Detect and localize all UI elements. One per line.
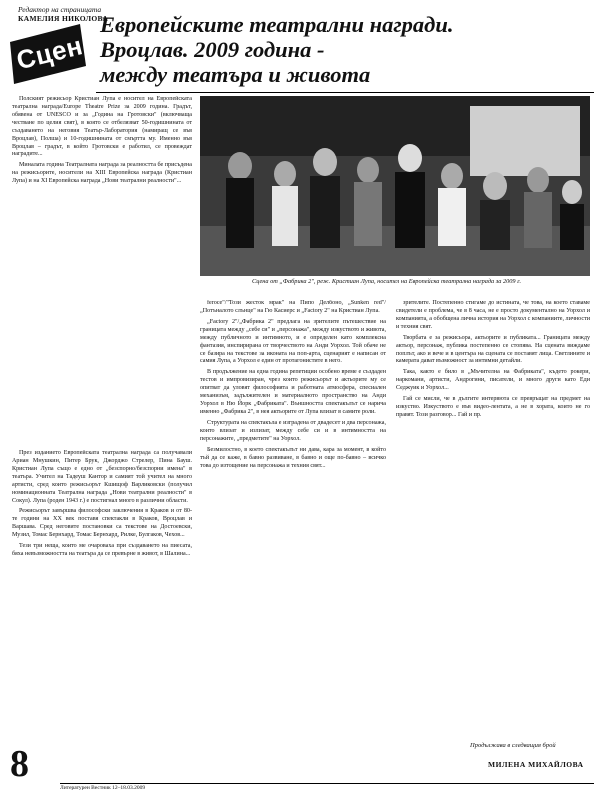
paragraph: Творбата е за режисьора, актьорите и публиката... Границата между актьор, персонаж, публика постепенно се стопява. На сцената виждаме поплът, ако и вече и в центъра на сцената се поставят лица. Светлините и камерата дават възможност за интимни детайли. [396,334,590,365]
paragraph: „Factory 2"/„Фабрика 2" предлага на зрителите пътешествие на границата между „себе си" и „персонажа", между изкуството и живота, между публичното и интимното, и е определен като комплексна фантазия, инспирирана от творчеството на Анди Уорхол. Той обаче не се базира на текстове за иконата на поп-арта, сценарият е написан от самия Лупа, а Уорхол е един от протагонистите в него. [200,318,386,365]
page-number: 8 [10,743,29,785]
headline-line-1: Европейските театрални награди. [100,12,454,37]
rubric-stamp [6,20,101,88]
paragraph: ferоcе"/"Този жесток мрак" на Пипо Делбоно, „Sunken red"/„Потъналото слънце" на Гю Касиерс и „Factory 2" на Кристиан Лупа. [200,300,386,314]
headline-line-2: Вроцлав. 2009 година - [100,37,325,63]
paragraph: В продължение на една година репетиции особено време е създаден тестов и импровизиран, чрез които режисьорът и актьорите му се опитват да уловят философията и работната атмосфера, спесиален механизъм, задължителен и материалното пространство на Анди Уорхол в Ню Йорк „Фабриката". Външността спектакълът се нарича именно „Фабрика 2", в нея актьорите от Лупа влизат в самите роли. [200,369,386,415]
article-column-3 [396,300,590,725]
stage-photo [200,96,590,276]
paragraph: зрителите. Постепенно стигаме до истината, че това, на което ставаме свидетели е проблема, че в 8 часа, не е просто документално на Уорхол и компанията, а обобщена лична история на Уорхол с компаниите, личности и техния свят. [396,300,590,330]
headline-line-3: между театъра и живота [100,62,371,88]
rubric-label: Сцена [13,26,101,76]
paragraph: Тези три неща, които ме очароваха при създаването на пиесата, бяха невъзможността на театъра да се превърне в живот, в Шалина... [12,543,192,558]
continuation-note: Продължава в следващия брой [470,742,556,749]
paragraph: Полският режисьор Кристиан Лупа е носител на Европейската театрална награда/Europe Theatre Prize за 2009 година. Градът, обявена от UNESCO и за „Година на Гротовски" (включваща честване по целия свят), в която се отбелязват 50-годишнината от създаването на неговия Театър-Лаборатория (намиращ се във Вроцлав), Полша) и 10-годишнината от смъртта му. Именно във Вроцлав – градът, в който Гротовски е работил, се провеждат наградите... [12,96,192,158]
stage-scene-image [200,96,590,276]
author-byline: МИЛЕНА МИХАЙЛОВА [488,760,584,769]
article-column-2 [200,300,386,740]
paragraph: Миналата година Театралната награда за реалността бе присъдена на режисьорите, носители на XIII Европейска награда (Кристиан Лупа) и на XI Европейска награда „Нови театрални реалности"... [12,162,192,185]
paragraph: Безмилостно, в което спектакълът ни дава, кара за момент, в който тъй да се каже, в бавно развиване, в бавно и още по-бавно – всичко това до изтощение на персонажа и техния свят... [200,446,386,469]
editor-name: КАМЕЛИЯ НИКОЛОВА [18,13,109,23]
paragraph: Режисьорът завършва философски заключения в Краков и от 80-те години на ХХ век поставя спектакли в Краков, Вроцлав и Варшава. Сред неговите постановки са текстове на Достоевски, Музил, Томас Бернхард, Томас Бернхард, Рилке, Булгаков, Чехов... [12,508,192,539]
photo-caption: Сцена от „Фабрика 2", реж. Кристиан Лупа, носител на Европейска театрална награда за 2009 г. [252,278,522,285]
footer-divider [60,783,594,784]
article-column-1b [12,450,192,740]
paragraph: През изданието Европейската театрална награда са получавали Ариан Мнушкин, Питер Брук, Джорджо Стрелер, Пина Бауш. Кристиан Лупа също е едно от „безспорно/безспорни имена" в театъра. Учител на Тадеуш Кантор и самият той учител на много артисти, сред които режисьорът Кшищоф Варликовски (получил номинационната Театрална награда „Нови театрални реалности" в Сокул). Лупа (роден 1943 г.) е постигнал много в различни области. [12,450,192,504]
editor-role: Редактор на страницата [18,5,102,14]
footer-publication: Литературен Вестник 12–18.03.2009 [60,785,146,791]
paragraph: Така, както е било в „Мъчителна на Фабриката", където рокери, наркомани, артисти, Андрогини, писатели, и много други като Еди Седжуик и Уорхол... [396,369,590,392]
paragraph: Гай се мисли, че в дългите интервюта се превръщат на предмет на изкуство. Изкуството е във видео-лентата, а не в хората, които не го правят. Този разговор... Гай и пр. [396,396,590,418]
paragraph: Структурата на спектакъла е изградена от двадесет и два персонажа, които влизат и излизат, между себе си и в интимността на персонажите, „предметите" на Уорхол. [200,419,386,442]
divider [96,92,594,93]
page-title [100,12,592,88]
